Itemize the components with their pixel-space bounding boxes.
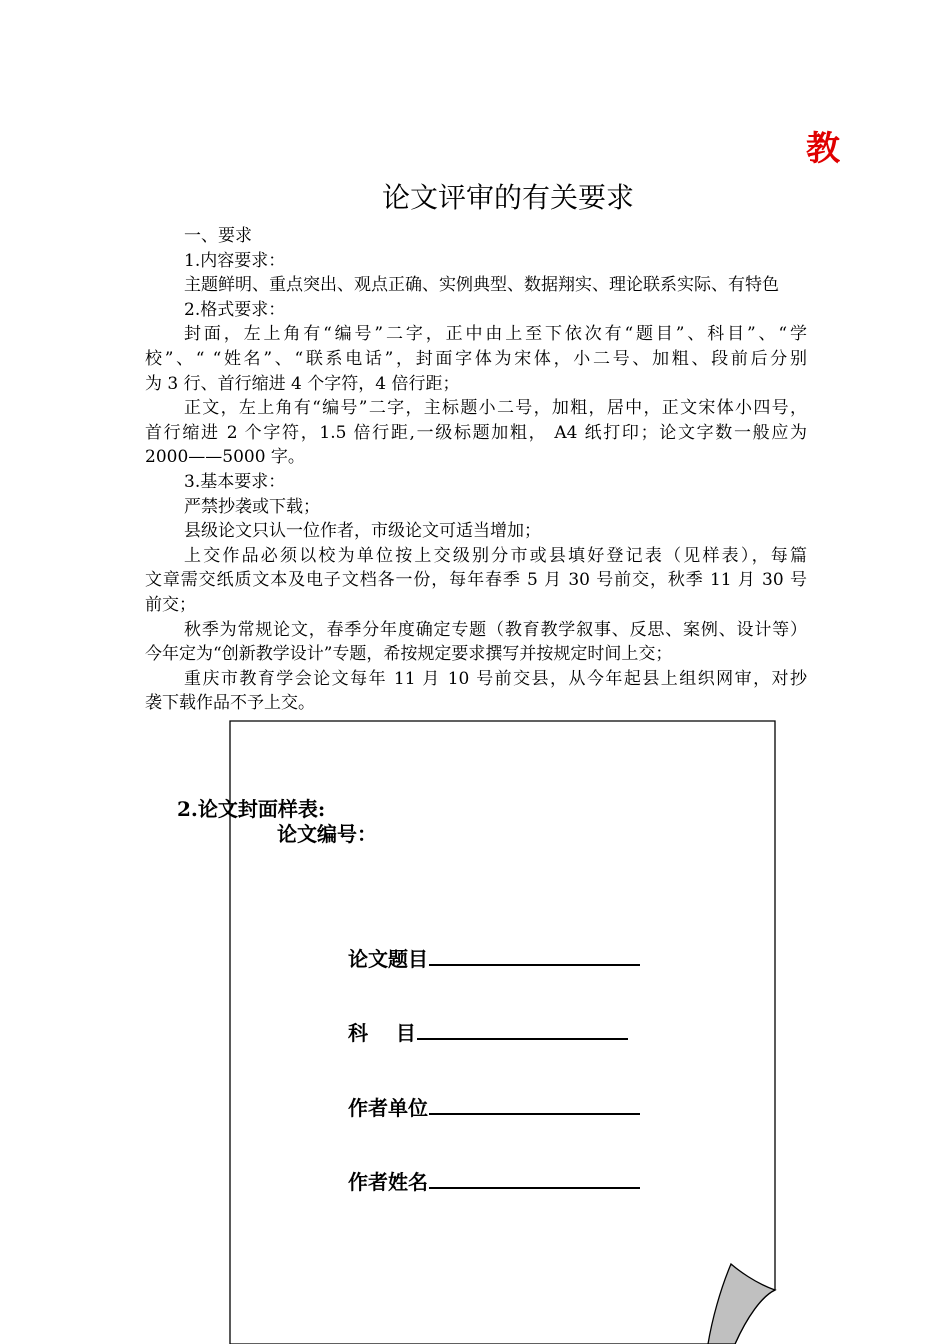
paragraph-line: 2000——5000 字。 xyxy=(145,447,305,468)
field-title-row xyxy=(348,942,640,973)
field-name-blank xyxy=(429,1165,640,1189)
cover-number-label: 论文编号： xyxy=(277,822,377,846)
field-title-label: 论文题目 xyxy=(348,947,428,971)
subsection-heading: 1.内容要求： xyxy=(184,250,286,271)
field-unit-label: 作者单位 xyxy=(348,1096,428,1120)
subsection-heading: 2.格式要求： xyxy=(184,299,286,320)
corner-mark: 教 xyxy=(806,129,840,169)
paragraph-line: 封面，左上角有“编号”二字，正中由上至下依次有“题目”、科目”、“学 xyxy=(184,324,807,345)
paragraph: 严禁抄袭或下载； xyxy=(184,496,320,517)
paragraph-line: 今年定为“创新教学设计”专题，希按规定要求撰写并按规定时间上交； xyxy=(145,644,673,665)
paragraph-line: 正文，左上角有“编号”二字，主标题小二号，加粗，居中，正文宋体小四号， xyxy=(184,398,807,419)
field-subject-row xyxy=(348,1016,628,1047)
paragraph-line: 重庆市教育学会论文每年 11 月 10 号前交县，从今年起县上组织网审，对抄 xyxy=(184,668,807,689)
document-title: 论文评审的有关要求 xyxy=(381,181,634,214)
field-unit-row xyxy=(348,1091,640,1122)
paragraph-line: 首行缩进 2 个字符，1.5 倍行距,一级标题加粗， A4 纸打印；论文字数一般应为 xyxy=(145,422,807,443)
paragraph-line: 校”、“ “姓名”、“联系电话”，封面字体为宋体，小二号、加粗、段前后分别 xyxy=(145,348,807,369)
paragraph-line: 文章需交纸质文本及电子文档各一份，每年春季 5 月 30 号前交，秋季 11 月 30 号 xyxy=(145,570,807,591)
paragraph-line: 上交作品必须以校为单位按上交级别分市或县填好登记表（见样表），每篇 xyxy=(184,545,807,566)
paragraph: 县级论文只认一位作者，市级论文可适当增加； xyxy=(184,521,541,542)
field-name-row xyxy=(348,1165,640,1196)
subsection-heading: 3.基本要求： xyxy=(184,471,286,492)
field-subject-blank xyxy=(417,1016,628,1040)
field-name-label: 作者姓名 xyxy=(348,1170,428,1194)
paragraph-line: 秋季为常规论文，春季分年度确定专题（教育教学叙事、反思、案例、设计等） xyxy=(184,619,807,640)
paragraph-line: 袭下载作品不予上交。 xyxy=(145,693,315,714)
cover-sample-label: 2.论文封面样表: xyxy=(177,797,326,821)
field-unit-blank xyxy=(429,1091,640,1115)
paragraph-line: 前交； xyxy=(145,594,196,615)
paragraph-line: 为 3 行、首行缩进 4 个字符，4 倍行距； xyxy=(145,373,460,394)
field-subject-label: 科 目 xyxy=(348,1021,416,1045)
section-heading: 一、要求 xyxy=(184,226,252,246)
paragraph: 主题鲜明、重点突出、观点正确、实例典型、数据翔实、理论联系实际、有特色 xyxy=(184,275,779,296)
field-title-blank xyxy=(429,942,640,966)
